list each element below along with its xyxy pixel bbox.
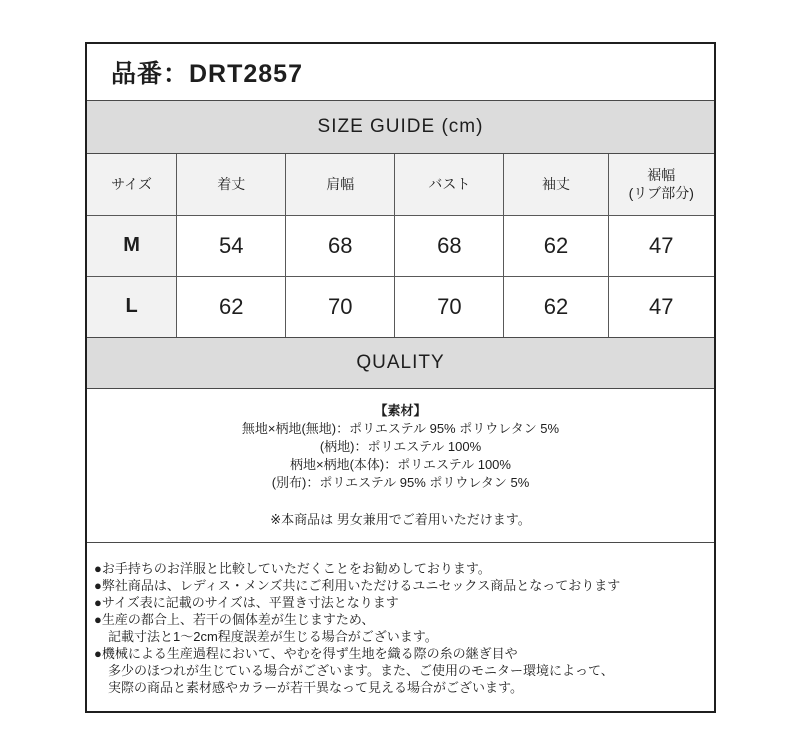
size-table-header-row bbox=[87, 154, 714, 215]
cell-m-hem: 47 bbox=[608, 215, 714, 276]
table-row-m bbox=[87, 215, 714, 276]
size-guide-header bbox=[87, 100, 714, 154]
note-line: ●機械による生産過程において、やむを得ず生地を織る際の糸の継ぎ目や bbox=[94, 646, 518, 661]
cell-l-shoulder: 70 bbox=[286, 276, 395, 337]
size-label-m: M bbox=[87, 215, 177, 276]
col-header-sleeve: 袖丈 bbox=[504, 154, 608, 215]
col-header-hem-line1: 裾幅 bbox=[647, 167, 676, 184]
size-chart-panel bbox=[85, 42, 716, 713]
col-header-hem bbox=[608, 154, 714, 215]
col-header-shoulder: 肩幅 bbox=[286, 154, 395, 215]
size-table bbox=[87, 154, 714, 337]
material-line: 柄地×柄地(本体)：ポリエステル 100% bbox=[290, 457, 511, 472]
cell-m-shoulder: 68 bbox=[286, 215, 395, 276]
material-line: 無地×柄地(無地)：ポリエステル 95% ポリウレタン 5% bbox=[241, 421, 560, 436]
cell-m-bust: 68 bbox=[395, 215, 504, 276]
material-line: (柄地)：ポリエステル 100% bbox=[319, 439, 482, 454]
col-header-size: サイズ bbox=[87, 154, 177, 215]
note-line: ●サイズ表に記載のサイズは、平置き寸法となります bbox=[94, 595, 399, 610]
col-header-length: 着丈 bbox=[177, 154, 286, 215]
note-line: 多少のほつれが生じている場合がございます。また、ご使用のモニター環境によって、 bbox=[108, 663, 614, 678]
note-line: ●お手持ちのお洋服と比較していただくことをお勧めしております。 bbox=[94, 561, 491, 576]
note-line: 実際の商品と素材感やカラーが若干異なって見える場合がございます。 bbox=[108, 680, 523, 695]
product-number-text: 品番：DRT2857 bbox=[111, 60, 303, 88]
note-line: 記載寸法と1～2cm程度誤差が生じる場合がございます。 bbox=[108, 629, 438, 644]
table-row-l bbox=[87, 276, 714, 337]
note-line: ●生産の都合上、若干の個体差が生じますため、 bbox=[94, 612, 375, 627]
cell-m-sleeve: 62 bbox=[504, 215, 608, 276]
material-section bbox=[87, 389, 714, 543]
note-line: ●弊社商品は、レディス・メンズ共にご利用いただけるユニセックス商品となっております bbox=[94, 578, 621, 593]
material-line: (別布)：ポリエステル 95% ポリウレタン 5% bbox=[271, 475, 530, 490]
cell-l-sleeve: 62 bbox=[504, 276, 608, 337]
size-guide-title: SIZE GUIDE (cm) bbox=[317, 116, 484, 137]
col-header-hem-line2: (リブ部分) bbox=[628, 185, 694, 202]
notes-section bbox=[87, 543, 714, 696]
quality-title: QUALITY bbox=[356, 352, 445, 373]
size-label-l: L bbox=[87, 276, 177, 337]
unisex-note: ※本商品は 男女兼用でご着用いただけます。 bbox=[270, 512, 531, 527]
cell-l-length: 62 bbox=[177, 276, 286, 337]
cell-m-length: 54 bbox=[177, 215, 286, 276]
product-number-row bbox=[87, 44, 714, 100]
quality-header bbox=[87, 337, 714, 389]
cell-l-hem: 47 bbox=[608, 276, 714, 337]
material-heading: 【素材】 bbox=[374, 403, 427, 418]
col-header-bust: バスト bbox=[395, 154, 504, 215]
cell-l-bust: 70 bbox=[395, 276, 504, 337]
